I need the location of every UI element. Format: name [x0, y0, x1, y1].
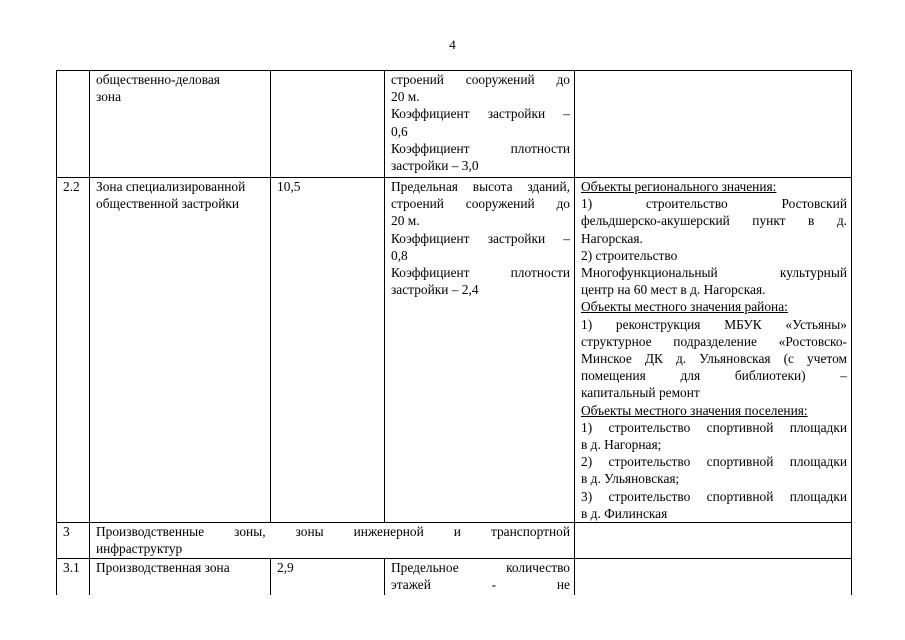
area-cell: 2,9 — [271, 559, 385, 595]
row-number-cell: 3.1 — [57, 559, 90, 595]
objects-cell — [575, 523, 852, 559]
objects-cell: Объекты регионального значения: 1) строительство Ростовский фельдшерско-акушерский пункт в д. Нагорская. 2) строительство Многофункциональный культурный центр на 60 мест в д. Нагорская. Объекты местного значения района: 1) реконструкция МБУК «Устьяны» структурное подразделение «Ростовско- Минское ДК д. Ульяновская (с учетом помещения для библиотеки) – капитальный ремонт Объекты местного значения поселения: 1) строительство спортивной площадки в д. Нагорная; 2) строительство спортивной площадки в д. Ульяновская; 3) строительство спортивной площадки в д. Филинская — [575, 178, 852, 523]
section-heading-cell: Производственные зоны, зоны инженерной и транспортной инфраструктур — [90, 523, 575, 559]
zone-name-cell: Зона специализированной общественной застройки — [90, 178, 271, 523]
row-number-cell: 2.2 — [57, 178, 90, 523]
row-number-cell: 3 — [57, 523, 90, 559]
row-number-cell — [57, 71, 90, 178]
district-objects-heading: Объекты местного значения района: — [581, 299, 788, 315]
table-row — [57, 71, 852, 178]
objects-cell — [575, 71, 852, 178]
parameters-cell: Предельное количество этажей - не — [385, 559, 575, 595]
zones-table — [56, 70, 852, 595]
parameters-cell: Предельная высота зданий, строений сооружений до 20 м. Коэффициент застройки – 0,8 Коэффициент плотности застройки – 2,4 — [385, 178, 575, 523]
page-number: 4 — [449, 37, 456, 52]
zone-name-cell: общественно-деловая зона — [90, 71, 271, 178]
area-cell: 10,5 — [271, 178, 385, 523]
regional-objects-heading: Объекты регионального значения: — [581, 179, 777, 194]
table-row — [57, 523, 852, 559]
area-cell — [271, 71, 385, 178]
table-row — [57, 559, 852, 595]
zone-name-cell: Производственная зона — [90, 559, 271, 595]
settlement-objects-heading: Объекты местного значения поселения: — [581, 402, 808, 418]
table-row — [57, 178, 852, 523]
objects-cell — [575, 559, 852, 595]
parameters-cell: строений сооружений до 20 м. Коэффициент застройки – 0,6 Коэффициент плотности застройки – 3,0 — [385, 71, 575, 178]
